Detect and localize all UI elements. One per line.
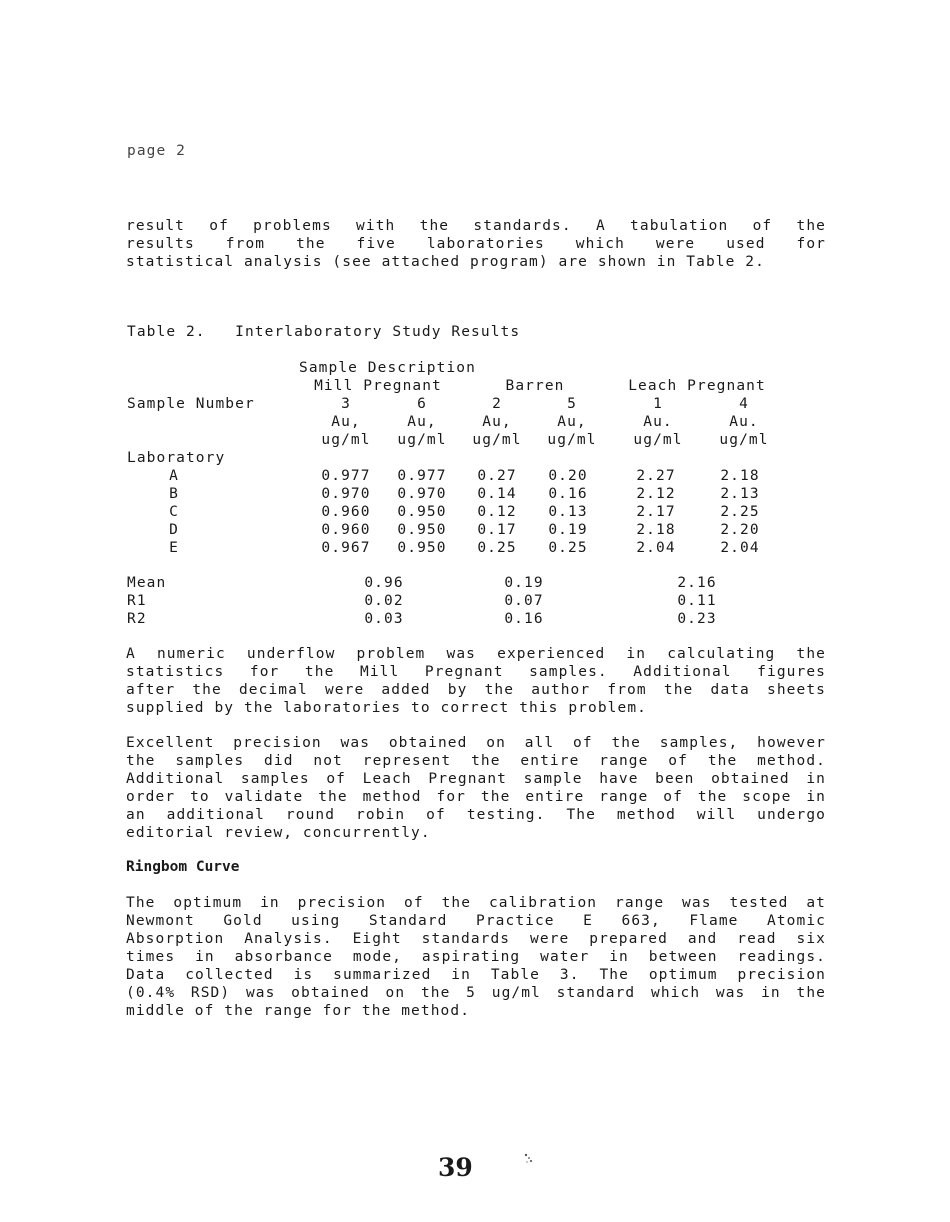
summary-cell: 0.07 xyxy=(504,593,544,609)
unit-cell: ug/ml xyxy=(472,432,522,448)
unit-cell: Au, xyxy=(557,414,587,430)
paragraph-line: editorial review, concurrently. xyxy=(126,825,431,841)
value-cell: 0.960 xyxy=(321,522,371,538)
value-cell: 2.13 xyxy=(720,486,760,502)
paragraph-line: after the decimal were added by the author from the data sheets xyxy=(126,682,826,698)
summary-cell: 0.16 xyxy=(504,611,544,627)
paragraph-line: Data collected is summarized in Table 3. The optimum precision xyxy=(126,967,826,983)
intro-line: results from the five laboratories which were used for xyxy=(126,236,826,252)
value-cell: 2.12 xyxy=(636,486,676,502)
paragraph-line: Absorption Analysis. Eight standards were prepared and read six xyxy=(126,931,826,947)
paragraph-line: middle of the range for the method. xyxy=(126,1003,471,1019)
summary-cell: 0.19 xyxy=(504,575,544,591)
value-cell: 0.977 xyxy=(321,468,371,484)
value-cell: 0.970 xyxy=(321,486,371,502)
value-cell: 0.20 xyxy=(548,468,588,484)
value-cell: 0.970 xyxy=(397,486,447,502)
value-cell: 0.967 xyxy=(321,540,371,556)
value-cell: 2.04 xyxy=(636,540,676,556)
sample-number-label: Sample Number xyxy=(127,396,255,412)
summary-label: R1 xyxy=(127,593,147,609)
summary-cell: 2.16 xyxy=(677,575,717,591)
table-group-header: Sample Description xyxy=(299,360,476,376)
paragraph-line: Newmont Gold using Standard Practice E 663, Flame Atomic xyxy=(126,913,826,929)
value-cell: 0.977 xyxy=(397,468,447,484)
group-barren: Barren xyxy=(505,378,565,394)
unit-cell: Au, xyxy=(407,414,437,430)
paragraph-line: Excellent precision was obtained on all of the samples, however xyxy=(126,735,826,751)
value-cell: 2.17 xyxy=(636,504,676,520)
value-cell: 0.27 xyxy=(477,468,517,484)
summary-label: R2 xyxy=(127,611,147,627)
table-caption: Table 2. Interlaboratory Study Results xyxy=(127,324,521,340)
value-cell: 0.19 xyxy=(548,522,588,538)
paragraph-line: Additional samples of Leach Pregnant sample have been obtained in xyxy=(126,771,826,787)
paragraph-line: an additional round robin of testing. The method will undergo xyxy=(126,807,826,823)
intro-line: result of problems with the standards. A tabulation of the xyxy=(126,218,826,234)
lab-id: B xyxy=(169,486,179,502)
section-heading: Ringbom Curve xyxy=(126,859,240,875)
lab-id: C xyxy=(169,504,179,520)
value-cell: 2.18 xyxy=(720,468,760,484)
value-cell: 0.950 xyxy=(397,504,447,520)
lab-id: D xyxy=(169,522,179,538)
lab-id: E xyxy=(169,540,179,556)
value-cell: 2.27 xyxy=(636,468,676,484)
value-cell: 2.04 xyxy=(720,540,760,556)
unit-cell: Au. xyxy=(729,414,759,430)
laboratory-label: Laboratory xyxy=(127,450,226,466)
summary-cell: 0.23 xyxy=(677,611,717,627)
paragraph-underflow xyxy=(126,645,826,717)
intro-line: statistical analysis (see attached program) are shown in Table 2. xyxy=(126,254,765,270)
unit-cell: ug/ml xyxy=(321,432,371,448)
paragraph-line: statistics for the Mill Pregnant samples. Additional figures xyxy=(126,664,826,680)
paragraph-precision xyxy=(126,734,826,842)
unit-cell: Au, xyxy=(331,414,361,430)
group-leach-pregnant: Leach Pregnant xyxy=(628,378,766,394)
value-cell: 0.25 xyxy=(477,540,517,556)
intro-paragraph xyxy=(126,217,826,271)
value-cell: 2.25 xyxy=(720,504,760,520)
summary-cell: 0.11 xyxy=(677,593,717,609)
paragraph-line: A numeric underflow problem was experienced in calculating the xyxy=(126,646,826,662)
sample-number-cell: 5 xyxy=(567,396,577,412)
value-cell: 0.16 xyxy=(548,486,588,502)
unit-cell: Au, xyxy=(482,414,512,430)
sample-number-cell: 4 xyxy=(739,396,749,412)
summary-label: Mean xyxy=(127,575,167,591)
value-cell: 0.14 xyxy=(477,486,517,502)
paragraph-line: The optimum in precision of the calibration range was tested at xyxy=(126,895,826,911)
unit-cell: ug/ml xyxy=(719,432,769,448)
unit-cell: ug/ml xyxy=(397,432,447,448)
value-cell: 0.13 xyxy=(548,504,588,520)
paragraph-line: times in absorbance mode, aspirating water in between readings. xyxy=(126,949,826,965)
paragraph-ringbom xyxy=(126,894,826,1020)
summary-cell: 0.03 xyxy=(364,611,404,627)
group-mill-pregnant: Mill Pregnant xyxy=(314,378,442,394)
value-cell: 2.20 xyxy=(720,522,760,538)
paragraph-line: order to validate the method for the entire range of the scope in xyxy=(126,789,826,805)
value-cell: 0.960 xyxy=(321,504,371,520)
unit-cell: ug/ml xyxy=(633,432,683,448)
value-cell: 0.17 xyxy=(477,522,517,538)
sample-number-cell: 1 xyxy=(653,396,663,412)
scan-speck-icon xyxy=(520,1150,538,1168)
page-label: page 2 xyxy=(127,143,186,159)
value-cell: 0.12 xyxy=(477,504,517,520)
sample-number-cell: 2 xyxy=(492,396,502,412)
unit-cell: Au. xyxy=(643,414,673,430)
summary-cell: 0.96 xyxy=(364,575,404,591)
paragraph-line: supplied by the laboratories to correct this problem. xyxy=(126,700,647,716)
paragraph-line: (0.4% RSD) was obtained on the 5 ug/ml standard which was in the xyxy=(126,985,826,1001)
page-number: 39 xyxy=(438,1153,473,1182)
value-cell: 0.950 xyxy=(397,522,447,538)
sample-number-cell: 6 xyxy=(417,396,427,412)
value-cell: 2.18 xyxy=(636,522,676,538)
summary-cell: 0.02 xyxy=(364,593,404,609)
value-cell: 0.950 xyxy=(397,540,447,556)
lab-id: A xyxy=(169,468,179,484)
sample-number-cell: 3 xyxy=(341,396,351,412)
value-cell: 0.25 xyxy=(548,540,588,556)
paragraph-line: the samples did not represent the entire range of the method. xyxy=(126,753,826,769)
unit-cell: ug/ml xyxy=(547,432,597,448)
